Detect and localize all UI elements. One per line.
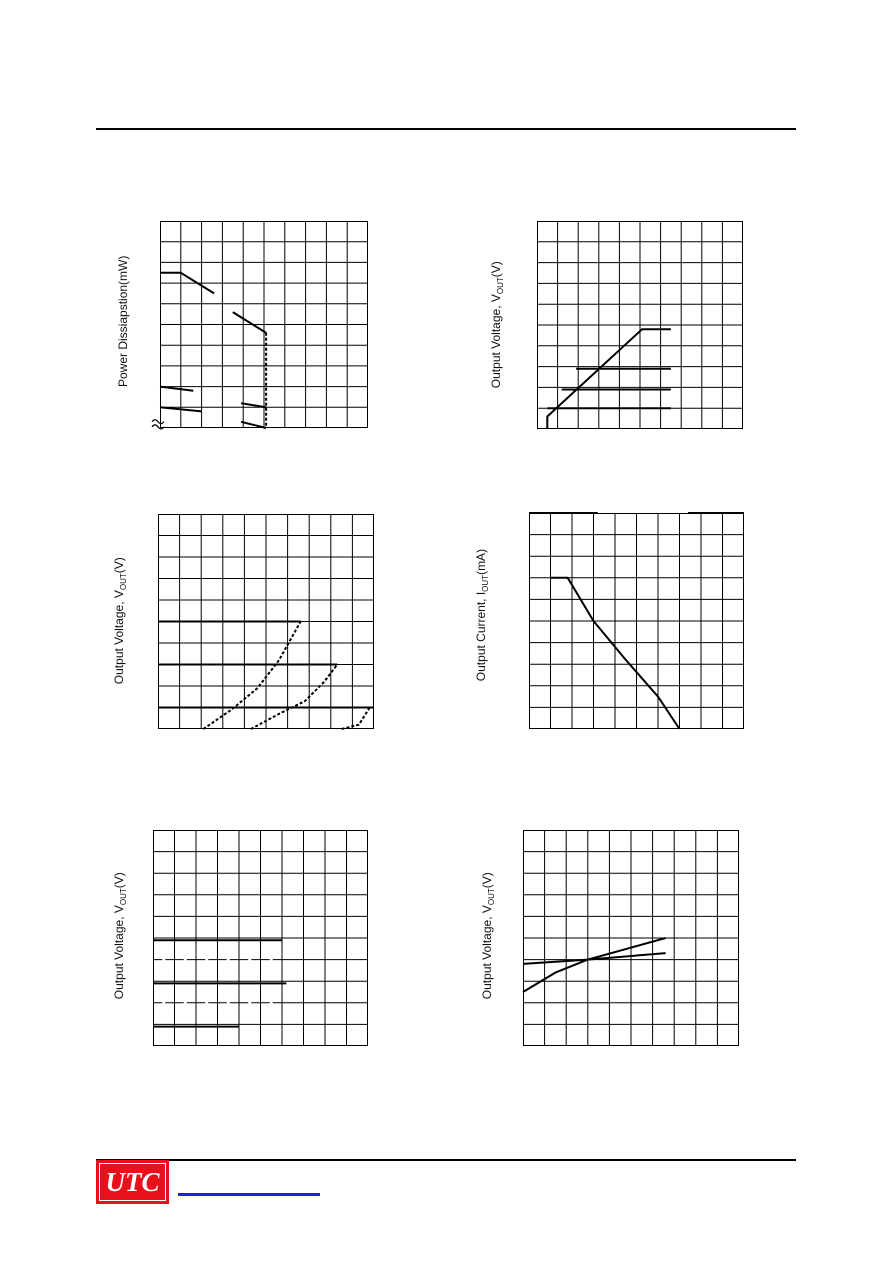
ylabel-power-dissipation: Power Dissiapstion(mW)	[116, 255, 130, 387]
series-line-1	[233, 312, 266, 333]
axis-break-1	[152, 420, 164, 424]
ylabel-output-current	[473, 548, 491, 682]
footer-rule	[96, 1159, 796, 1161]
website-link[interactable]	[178, 1193, 320, 1196]
ylabel-sub: OUT	[119, 888, 129, 906]
ylabel-tail: (V)	[111, 872, 126, 889]
ylabel-tail: (V)	[111, 557, 126, 574]
chart-svg	[523, 830, 739, 1046]
series-line-5	[342, 708, 370, 730]
ylabel-sub: OUT	[481, 574, 491, 592]
chart-svg	[529, 513, 744, 729]
ylabel-output-voltage-1	[488, 261, 506, 389]
chart-output-voltage-1	[537, 221, 743, 429]
ylabel-output-voltage-4	[479, 872, 497, 1000]
chart-svg	[160, 221, 368, 428]
utc-logo	[96, 1160, 169, 1204]
axis-break-0	[152, 425, 164, 429]
chart-output-voltage-2	[158, 514, 374, 729]
ylabel-main: Output Voltage, V	[111, 905, 126, 1000]
series-line-1	[203, 622, 300, 730]
chart-svg	[537, 221, 743, 429]
ylabel-main: Output Voltage, V	[111, 590, 126, 685]
series-line-3	[160, 387, 193, 391]
logo-border	[99, 1163, 166, 1201]
logo-text: UTC	[105, 1167, 160, 1197]
ylabel-main: Output Voltage, V	[488, 294, 503, 389]
ylabel-main: Output Current, I	[473, 591, 488, 682]
ylabel-main: Output Voltage, V	[479, 905, 494, 1000]
ylabel-sub: OUT	[487, 888, 497, 906]
ylabel-tail: (V)	[488, 261, 503, 278]
chart-output-voltage-4	[523, 830, 739, 1046]
ylabel-output-voltage-2	[111, 557, 129, 685]
chart-output-voltage-3	[153, 830, 368, 1046]
chart-svg	[158, 514, 374, 729]
ylabel-tail: (V)	[479, 872, 494, 889]
header-rule	[96, 128, 796, 130]
ylabel-sub: OUT	[496, 277, 506, 295]
ylabel-output-voltage-3	[111, 872, 129, 1000]
series-line-5	[241, 403, 266, 407]
chart-svg	[153, 830, 368, 1046]
chart-output-current	[529, 513, 744, 729]
ylabel-sub: OUT	[119, 573, 129, 591]
series-line-3	[251, 665, 337, 730]
ylabel-tail: (mA)	[473, 548, 488, 575]
chart-power-dissipation	[160, 221, 368, 428]
series-line-0	[547, 329, 671, 429]
